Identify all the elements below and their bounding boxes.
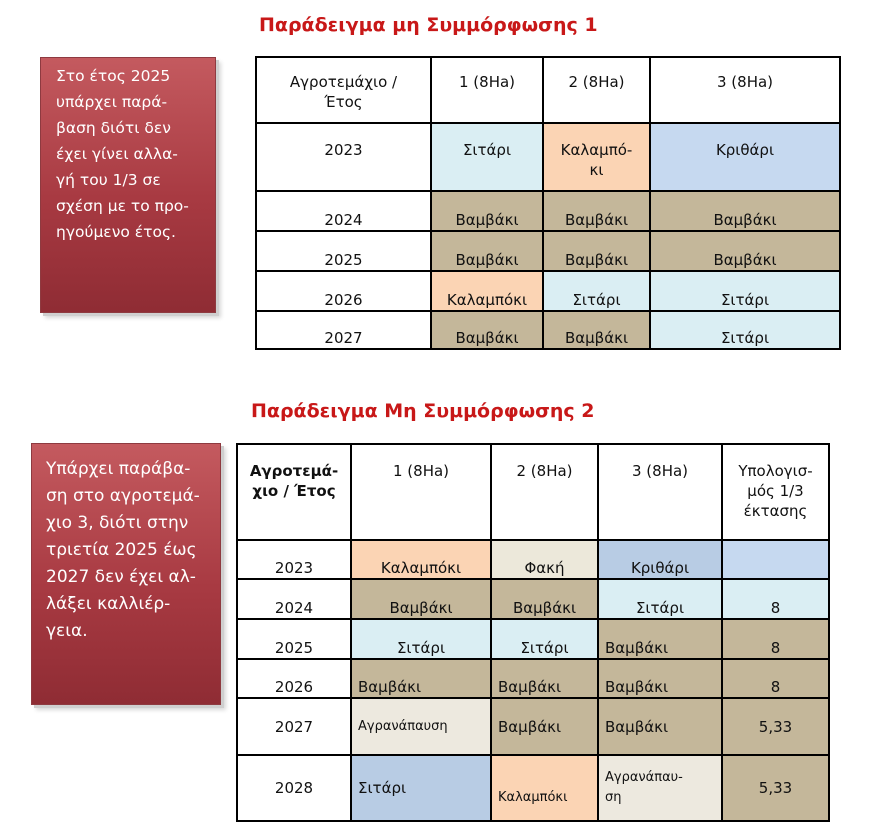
calc-cell: 8	[722, 659, 829, 698]
crop-cell: Βαμβάκι	[598, 619, 722, 659]
calc-cell: 8	[722, 619, 829, 659]
table-row	[237, 698, 829, 755]
year-cell: 2027	[237, 698, 351, 755]
header-calc-line: μός 1/3	[747, 482, 804, 500]
crop-cell: Κριθάρι	[650, 123, 840, 191]
note-line: έχει γίνει αλλα-	[56, 145, 178, 163]
header-label-cell	[237, 444, 351, 540]
table-row	[237, 579, 829, 619]
crop-cell: Βαμβάκι	[650, 191, 840, 231]
note-line: γεια.	[46, 621, 88, 641]
table-row	[256, 271, 840, 311]
crop-cell: Καλαμπόκι	[431, 271, 543, 311]
note-line: ση στο αγροτεμά-	[46, 486, 200, 506]
note-line: ηγούμενο έτος.	[56, 223, 176, 241]
table-row	[256, 231, 840, 271]
table-row	[256, 191, 840, 231]
crop-cell: Κριθάρι	[598, 540, 722, 579]
crop-cell: Σιτάρι	[650, 311, 840, 349]
year-cell: 2023	[256, 123, 431, 191]
year-cell: 2026	[237, 659, 351, 698]
table-header-row	[237, 444, 829, 540]
header-field-1: 1 (8Ha)	[431, 57, 543, 123]
note-line: Υπάρχει παράβα-	[46, 459, 191, 479]
example1-title: Παράδειγμα μη Συμμόρφωσης 1	[259, 14, 598, 36]
header-calc-cell	[722, 444, 829, 540]
crop-cell: Βαμβάκι	[351, 659, 491, 698]
header-field-3: 3 (8Ha)	[650, 57, 840, 123]
year-cell: 2024	[256, 191, 431, 231]
crop-cell: Βαμβάκι	[598, 659, 722, 698]
note-line: σχέση με το προ-	[56, 197, 189, 215]
crop-cell: Καλαμπόκι	[351, 540, 491, 579]
header-field-1: 1 (8Ha)	[351, 444, 491, 540]
note-line: βαση διότι δεν	[56, 119, 171, 137]
year-cell: 2024	[237, 579, 351, 619]
example1-note	[40, 57, 216, 313]
table-row	[237, 659, 829, 698]
header-label-line: Αγροτεμάχιο /	[289, 73, 398, 91]
crop-cell: Βαμβάκι	[543, 231, 650, 271]
note-line: Στο έτος 2025	[56, 67, 171, 85]
crop-cell: Καλαμπόκι	[491, 755, 598, 821]
header-field-2: 2 (8Ha)	[491, 444, 598, 540]
crop-cell: Βαμβάκι	[598, 698, 722, 755]
crop-cell: Βαμβάκι	[491, 659, 598, 698]
note-line: 2027 δεν έχει αλ-	[46, 567, 196, 587]
header-label-line: Αγροτεμά-	[249, 462, 339, 480]
crop-cell: Αγρανάπαυ- ση	[598, 755, 722, 821]
header-label-line: Έτος	[324, 93, 363, 111]
crop-cell: Σιτάρι	[650, 271, 840, 311]
crop-cell: Σιτάρι	[491, 619, 598, 659]
note-line: υπάρχει παρά-	[56, 93, 168, 111]
table-row	[237, 619, 829, 659]
crop-cell: Σιτάρι	[431, 123, 543, 191]
example2-table	[236, 443, 830, 822]
calc-cell: 5,33	[722, 755, 829, 821]
crop-cell: Βαμβάκι	[543, 311, 650, 349]
note-line: χιο 3, διότι στην	[46, 513, 189, 533]
calc-cell	[722, 540, 829, 579]
calc-cell: 5,33	[722, 698, 829, 755]
header-calc-line: έκτασης	[743, 502, 808, 520]
crop-cell: Σιτάρι	[543, 271, 650, 311]
header-label-cell	[256, 57, 431, 123]
crop-cell: Σιτάρι	[351, 619, 491, 659]
table-header-row	[256, 57, 840, 123]
year-cell: 2028	[237, 755, 351, 821]
crop-cell: Βαμβάκι	[351, 579, 491, 619]
crop-cell: Φακή	[491, 540, 598, 579]
header-calc-line: Υπολογισ-	[738, 462, 813, 480]
header-field-3: 3 (8Ha)	[598, 444, 722, 540]
note-line: λάξει καλλιέρ-	[46, 594, 171, 614]
crop-cell: Σιτάρι	[351, 755, 491, 821]
year-cell: 2027	[256, 311, 431, 349]
example2-note	[31, 443, 221, 705]
table-row	[237, 540, 829, 579]
note-line: τριετία 2025 έως	[46, 540, 197, 560]
crop-cell: Βαμβάκι	[431, 231, 543, 271]
example2-title: Παράδειγμα Μη Συμμόρφωσης 2	[251, 400, 595, 422]
crop-cell: Καλαμπό- κι	[543, 123, 650, 191]
header-label-line: χιο / Έτος	[252, 482, 336, 500]
year-cell: 2026	[256, 271, 431, 311]
calc-cell: 8	[722, 579, 829, 619]
example1-table	[255, 56, 841, 350]
table-row	[256, 123, 840, 191]
crop-cell: Βαμβάκι	[543, 191, 650, 231]
crop-cell: Σιτάρι	[598, 579, 722, 619]
crop-cell: Βαμβάκι	[491, 579, 598, 619]
crop-cell: Βαμβάκι	[491, 698, 598, 755]
crop-cell: Βαμβάκι	[431, 311, 543, 349]
crop-cell: Βαμβάκι	[431, 191, 543, 231]
year-cell: 2023	[237, 540, 351, 579]
table-row	[237, 755, 829, 821]
table-row	[256, 311, 840, 349]
crop-cell: Βαμβάκι	[650, 231, 840, 271]
year-cell: 2025	[256, 231, 431, 271]
crop-cell: Αγρανάπαυση	[351, 698, 491, 755]
header-field-2: 2 (8Ha)	[543, 57, 650, 123]
year-cell: 2025	[237, 619, 351, 659]
note-line: γή του 1/3 σε	[56, 171, 161, 189]
